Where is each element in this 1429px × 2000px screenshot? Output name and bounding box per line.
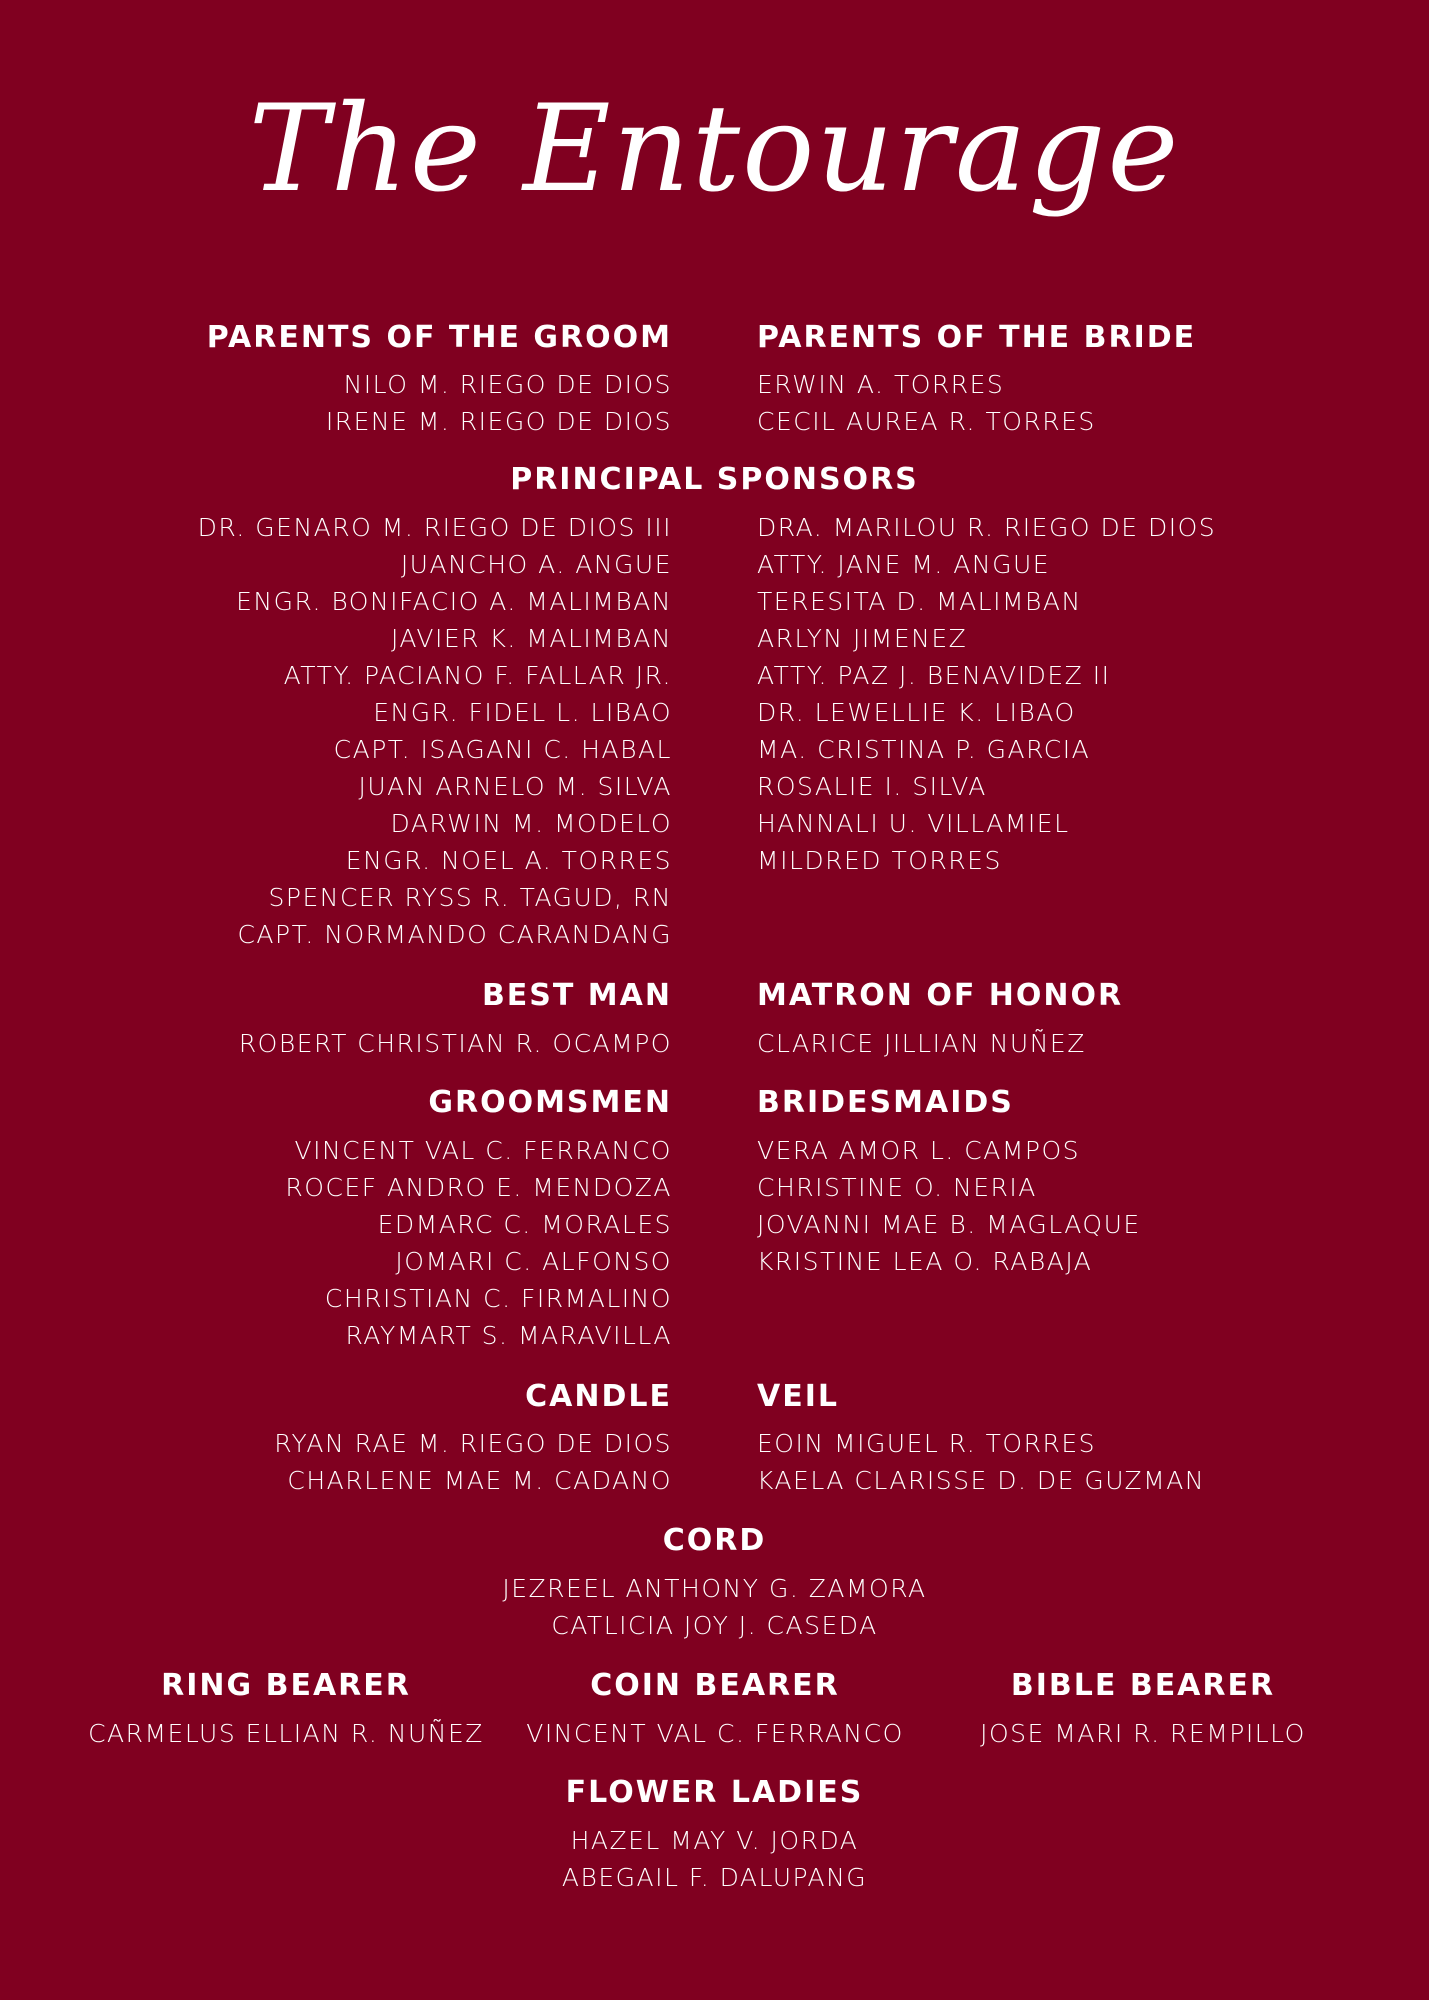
candle-list xyxy=(274,1425,672,1499)
name-line: ATTY. PAZ J. BENAVIDEZ II xyxy=(757,661,1111,690)
name-line: RAYMART S. MARAVILLA xyxy=(345,1321,672,1350)
name-line: ARLYN JIMENEZ xyxy=(757,624,968,653)
name-line: ATTY. JANE M. ANGUE xyxy=(757,550,1051,579)
groomsmen-heading: GROOMSMEN xyxy=(428,1085,672,1120)
name-line: ROCEF ANDRO E. MENDOZA xyxy=(285,1173,672,1202)
parents-groom-list xyxy=(326,366,672,440)
name-line: JOSE MARI R. REMPILLO xyxy=(980,1719,1306,1748)
name-line: CAPT. ISAGANI C. HABAL xyxy=(333,735,672,764)
name-line: EOIN MIGUEL R. TORRES xyxy=(757,1429,1097,1458)
bible-bearer-heading: BIBLE BEARER xyxy=(1010,1668,1276,1703)
name-line: CHRISTINE O. NERIA xyxy=(757,1173,1037,1202)
parents-bride-list xyxy=(757,366,1096,440)
name-line: VINCENT VAL C. FERRANCO xyxy=(294,1136,672,1165)
ring-bearer-heading: RING BEARER xyxy=(161,1668,411,1703)
best-man-list xyxy=(239,1025,672,1062)
name-line: JUAN ARNELO M. SILVA xyxy=(358,772,672,801)
name-line: MILDRED TORRES xyxy=(757,846,1002,875)
name-line: ATTY. PACIANO F. FALLAR JR. xyxy=(283,661,672,690)
name-line: CLARICE JILLIAN NUÑEZ xyxy=(757,1029,1086,1058)
name-line: JUANCHO A. ANGUE xyxy=(400,550,672,579)
best-man-heading: BEST MAN xyxy=(481,978,672,1013)
name-line: CAPT. NORMANDO CARANDANG xyxy=(237,920,672,949)
name-line: DR. GENARO M. RIEGO DE DIOS III xyxy=(197,513,672,542)
name-line: EDMARC C. MORALES xyxy=(377,1210,672,1239)
name-line: KAELA CLARISSE D. DE GUZMAN xyxy=(757,1466,1206,1495)
principal-sponsors-right-list xyxy=(757,509,1216,879)
name-line: VERA AMOR L. CAMPOS xyxy=(757,1136,1081,1165)
bridesmaids-list xyxy=(757,1132,1141,1280)
name-line: HANNALI U. VILLAMIEL xyxy=(757,809,1070,838)
name-line: CHRISTIAN C. FIRMALINO xyxy=(324,1284,672,1313)
name-line: ROSALIE I. SILVA xyxy=(757,772,987,801)
bible-bearer-list xyxy=(905,1715,1381,1752)
name-line: CHARLENE MAE M. CADANO xyxy=(287,1466,672,1495)
matron-of-honor-heading: MATRON OF HONOR xyxy=(757,978,1124,1013)
name-line: ENGR. FIDEL L. LIBAO xyxy=(373,698,672,727)
candle-heading: CANDLE xyxy=(525,1379,672,1414)
cord-list xyxy=(0,1570,1429,1644)
name-line: KRISTINE LEA O. RABAJA xyxy=(757,1247,1093,1276)
bridesmaids-heading: BRIDESMAIDS xyxy=(757,1085,1014,1120)
principal-sponsors-heading: PRINCIPAL SPONSORS xyxy=(510,462,919,497)
name-line: IRENE M. RIEGO DE DIOS xyxy=(325,407,672,436)
name-line: ENGR. NOEL A. TORRES xyxy=(345,846,672,875)
name-line: JEZREEL ANTHONY G. ZAMORA xyxy=(502,1574,927,1603)
name-line: DR. LEWELLIE K. LIBAO xyxy=(757,698,1076,727)
name-line: DRA. MARILOU R. RIEGO DE DIOS xyxy=(757,513,1217,542)
name-line: SPENCER RYSS R. TAGUD, RN xyxy=(268,883,672,912)
page-title: The Entourage xyxy=(248,80,1181,219)
name-line: ABEGAIL F. DALUPANG xyxy=(561,1863,868,1892)
cord-heading: CORD xyxy=(662,1523,767,1558)
name-line: JOVANNI MAE B. MAGLAQUE xyxy=(757,1210,1141,1239)
parents-groom-heading: PARENTS OF THE GROOM xyxy=(206,320,672,355)
veil-heading: VEIL xyxy=(757,1379,839,1414)
matron-of-honor-list xyxy=(757,1025,1086,1062)
groomsmen-list xyxy=(285,1132,672,1354)
name-line: RYAN RAE M. RIEGO DE DIOS xyxy=(274,1429,672,1458)
name-line: TERESITA D. MALIMBAN xyxy=(757,587,1082,616)
name-line: CATLICIA JOY J. CASEDA xyxy=(551,1611,878,1640)
ring-bearer-list xyxy=(48,1715,524,1752)
name-line: MA. CRISTINA P. GARCIA xyxy=(757,735,1091,764)
name-line: JOMARI C. ALFONSO xyxy=(395,1247,672,1276)
name-line: VINCENT VAL C. FERRANCO xyxy=(526,1719,904,1748)
name-line: DARWIN M. MODELO xyxy=(390,809,672,838)
name-line: ERWIN A. TORRES xyxy=(757,370,1005,399)
veil-list xyxy=(757,1425,1205,1499)
flower-ladies-heading: FLOWER LADIES xyxy=(565,1775,864,1810)
coin-bearer-list xyxy=(477,1715,953,1752)
parents-bride-heading: PARENTS OF THE BRIDE xyxy=(757,320,1197,355)
name-line: CECIL AUREA R. TORRES xyxy=(757,407,1096,436)
name-line: NILO M. RIEGO DE DIOS xyxy=(343,370,672,399)
principal-sponsors-left-list xyxy=(198,509,672,953)
name-line: ENGR. BONIFACIO A. MALIMBAN xyxy=(236,587,672,616)
coin-bearer-heading: COIN BEARER xyxy=(590,1668,840,1703)
name-line: ROBERT CHRISTIAN R. OCAMPO xyxy=(238,1029,672,1058)
name-line: CARMELUS ELLIAN R. NUÑEZ xyxy=(88,1719,484,1748)
name-line: JAVIER K. MALIMBAN xyxy=(390,624,672,653)
flower-ladies-list xyxy=(0,1822,1429,1896)
name-line: HAZEL MAY V. JORDA xyxy=(570,1826,859,1855)
